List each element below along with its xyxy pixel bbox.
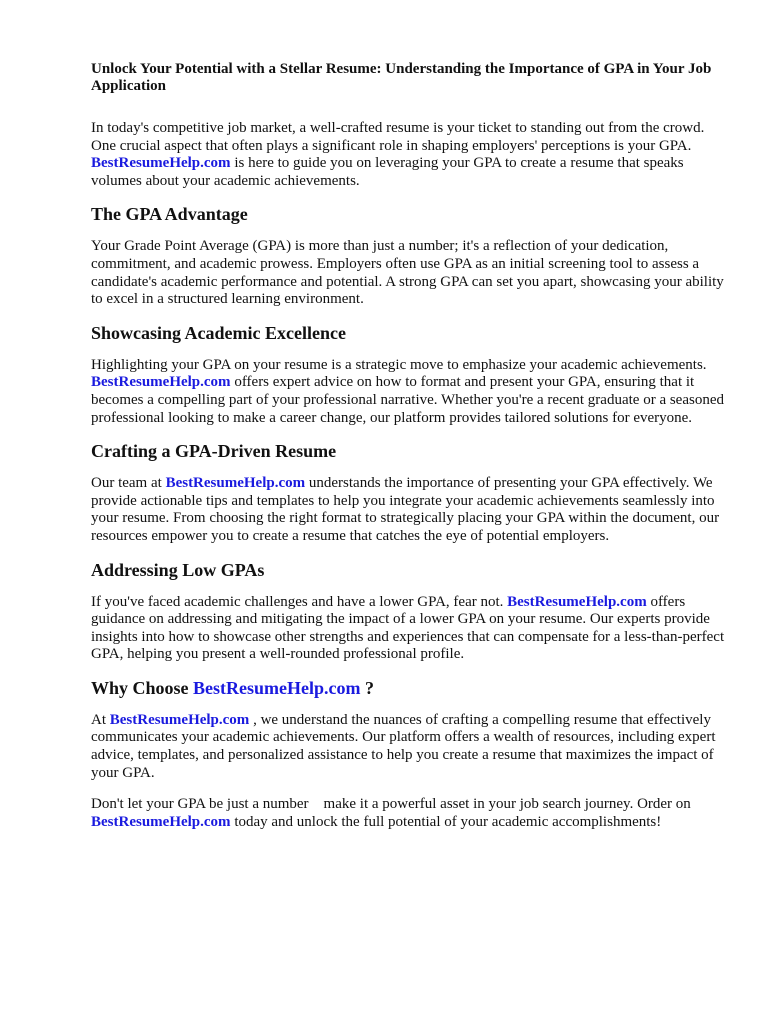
- academic-excellence-text-before: Highlighting your GPA on your resume is a strategic move to emphasize your academic achievements.: [91, 356, 707, 373]
- bestresumehelp-heading-link[interactable]: BestResumeHelp.com: [193, 677, 361, 698]
- academic-excellence-paragraph: [91, 357, 730, 427]
- section-heading-gpa-advantage: The GPA Advantage: [91, 204, 248, 225]
- bestresumehelp-link[interactable]: BestResumeHelp.com: [507, 593, 647, 610]
- bestresumehelp-link[interactable]: BestResumeHelp.com: [91, 374, 231, 391]
- intro-paragraph: [91, 120, 730, 190]
- gpa-driven-text-after: understands the importance of presenting your GPA effectively. We provide actionable tips and templates to help you integrate your academic achievements seamlessly into your resume. From choosing the right format to strategically placing your GPA within the document, our resources empower you to create a resume that catches the eye of potential employers.: [91, 475, 720, 544]
- why-choose-text-before: At: [91, 711, 110, 728]
- intro-text-before: In today's competitive job market, a well-crafted resume is your ticket to standing out from the crowd. One crucial aspect that often plays a significant role in shaping employers' perceptions is your GPA.: [91, 120, 705, 154]
- section-heading-gpa-driven-resume: Crafting a GPA-Driven Resume: [91, 441, 337, 462]
- bestresumehelp-link[interactable]: BestResumeHelp.com: [91, 155, 231, 172]
- section-heading-academic-excellence: Showcasing Academic Excellence: [91, 322, 346, 343]
- why-choose-paragraph: [91, 712, 730, 782]
- bestresumehelp-link[interactable]: BestResumeHelp.com: [91, 813, 231, 830]
- low-gpas-text-before: If you've faced academic challenges and have a lower GPA, fear not.: [91, 593, 508, 610]
- bestresumehelp-link[interactable]: BestResumeHelp.com: [109, 711, 250, 728]
- low-gpas-paragraph: [91, 594, 730, 664]
- gpa-advantage-paragraph: Your Grade Point Average (GPA) is more than just a number; it's a reflection of your dedication, commitment, and academic prowess. Employers often use GPA as an initial screening tool to assess a candidate's academic performance and potential. A strong GPA can set you apart, showcasing your ability to excel in a structured learning environment.: [91, 238, 724, 308]
- closing-text-before: Don't let your GPA be just a number make it a powerful asset in your job search journey. Order on: [91, 796, 695, 813]
- gpa-driven-resume-paragraph: [91, 475, 730, 545]
- page-title: Unlock Your Potential with a Stellar Resume: Understanding the Importance of GPA in Your Job Application: [91, 61, 712, 94]
- why-choose-heading-after: ?: [360, 677, 374, 698]
- low-gpas-text-after: offers guidance on addressing and mitigating the impact of a lower GPA on your resume. Our experts provide insights into how to showcase other strengths and experiences that can compensate for a less-than-perfect GPA, helping you present a well-rounded professional profile.: [91, 593, 725, 663]
- intro-text-after: is here to guide you on leveraging your GPA to create a resume that speaks volumes about your academic achievements.: [91, 155, 684, 189]
- section-heading-low-gpas: Addressing Low GPAs: [91, 559, 265, 580]
- why-choose-heading-before: Why Choose: [91, 677, 194, 698]
- section-heading-why-choose: [91, 678, 730, 698]
- bestresumehelp-link[interactable]: BestResumeHelp.com: [165, 475, 306, 492]
- why-choose-text-after: , we understand the nuances of crafting a compelling resume that effectively communicates your academic achievements. Our platform offers a wealth of resources, including expert advice, templates, and personalized assistance to help you create a resume that maximizes the impact of your GPA.: [91, 711, 716, 781]
- gpa-driven-text-before: Our team at: [91, 475, 166, 492]
- closing-text-after: today and unlock the full potential of your academic accomplishments!: [230, 813, 662, 830]
- closing-paragraph: [91, 796, 730, 831]
- academic-excellence-text-after: offers expert advice on how to format and present your GPA, ensuring that it becomes a compelling part of your professional narrative. Whether you're a recent graduate or a seasoned professional looking to make a career change, our platform provides tailored solutions for everyone.: [91, 374, 724, 426]
